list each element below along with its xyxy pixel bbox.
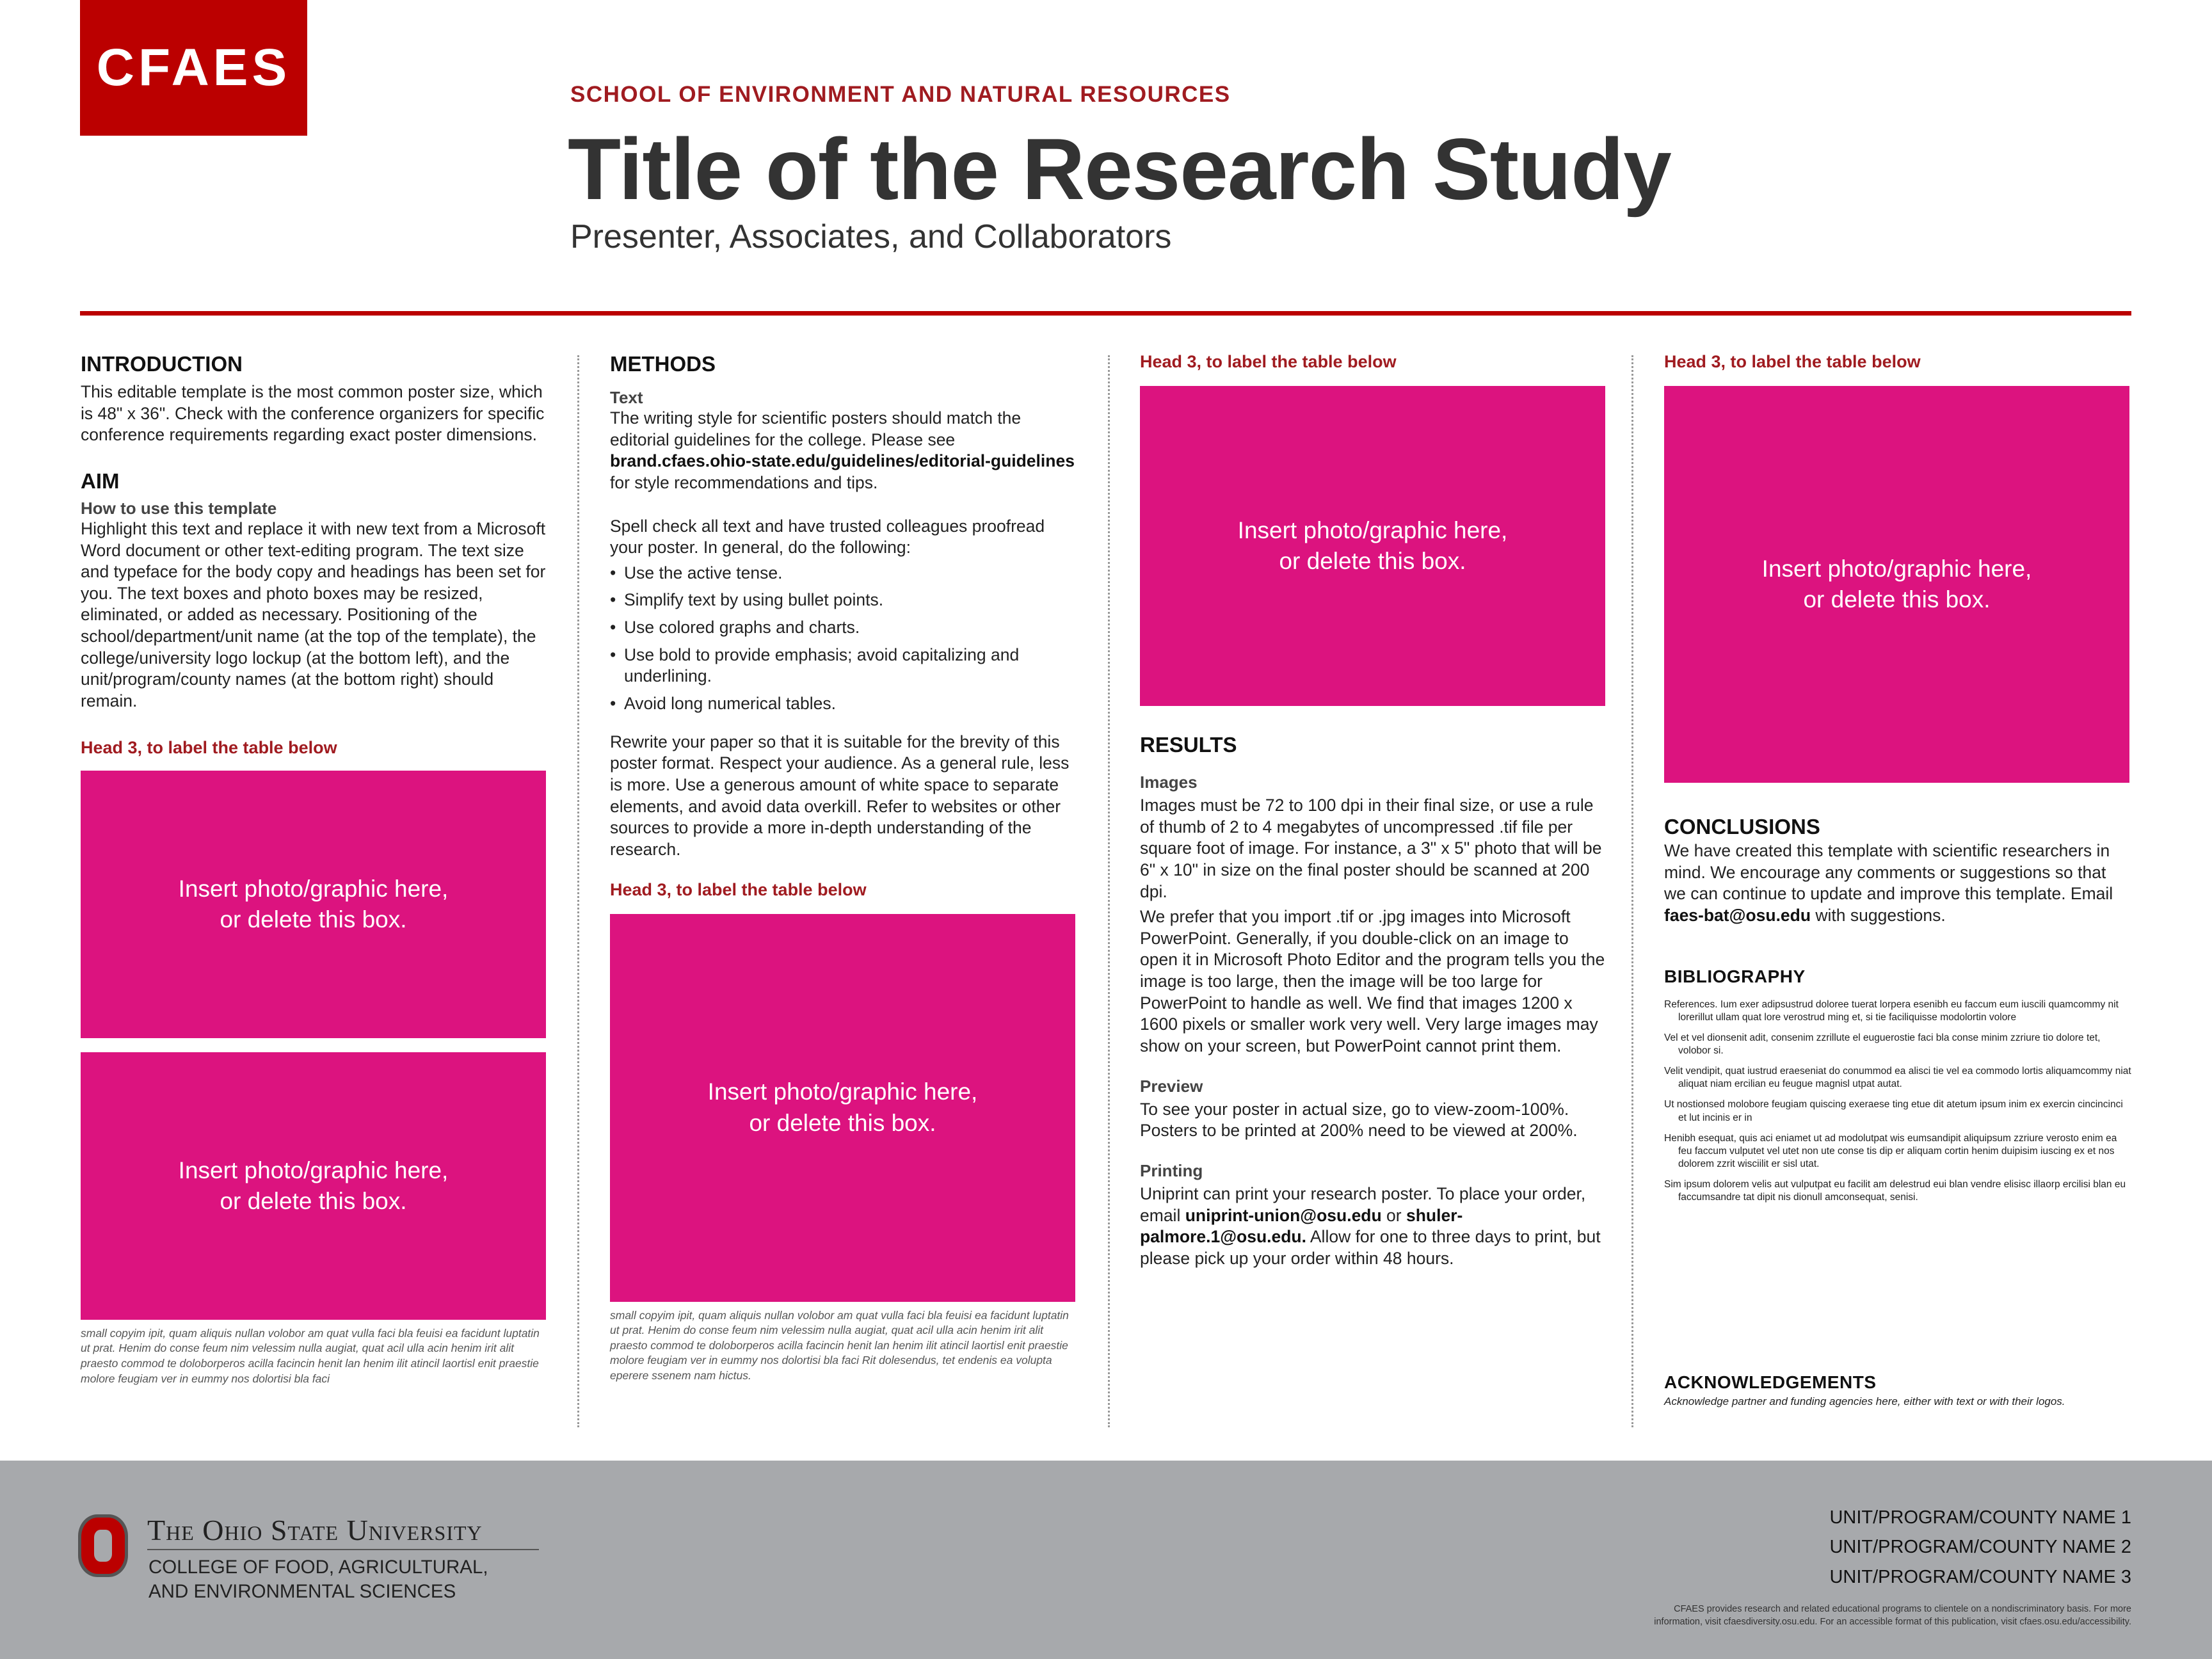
- results-heading: RESULTS: [1140, 733, 1237, 757]
- aim-subheading: How to use this template: [81, 498, 277, 518]
- column-3: [1140, 352, 1607, 1270]
- column-divider: [1631, 355, 1633, 1427]
- placeholder-line: or delete this box.: [220, 1187, 407, 1214]
- photo-placeholder[interactable]: [610, 914, 1075, 1302]
- photo-caption: small copyim ipit, quam aliquis nullan volobor am quat vulla faci bla feuisi ea facidunt luptatin ut prat. Henim do conse feum nim velessim nulla augiat, quat acil ulla acin henim irit alit praesto commod te doloborperos acilla facincin henit lan henim ilit atincil laortisl enit praestie molore feugiam ver in eummy nos dolortisi bla faci: [81, 1326, 540, 1385]
- printing-body-part: Allow for one to three days to print, but please pick up your order within 48 hours.: [1140, 1227, 1601, 1268]
- block-o-icon: [78, 1514, 128, 1577]
- reference-item: Velit vendipit, quat iustrud eraeseniat do conummod ea alisci tie vel ea commodo lortis aliquamcommy niat aliquat niam ercilian eu feugue magnisl utpat autat.: [1664, 1066, 2131, 1090]
- text-body: [610, 408, 1076, 494]
- conclusions-body: [1664, 840, 2131, 927]
- reference-item: Ut nostionsed molobore feugiam quiscing exeraese ting etue dit atetum ipsum inim ex exercin cincincinci et lut incinis er in: [1664, 1099, 2123, 1123]
- presenters: Presenter, Associates, and Collaborators: [570, 218, 1172, 255]
- photo-placeholder[interactable]: [1140, 386, 1605, 706]
- school-name: SCHOOL OF ENVIRONMENT AND NATURAL RESOURCES: [570, 82, 1231, 107]
- images-body: Images must be 72 to 100 dpi in their final size, or use a rule of thumb of 2 to 4 megabytes of uncompressed .tif file per square foot of image. For instance, a 3" x 5" photo that will be 6" x 10" in size on the final poster should be scanned at 200 dpi.: [1140, 796, 1602, 901]
- photo-placeholder[interactable]: [81, 771, 546, 1038]
- methods-bullets: [610, 563, 1076, 715]
- placeholder-line: Insert photo/graphic here,: [1237, 517, 1508, 543]
- photo-placeholder[interactable]: [81, 1052, 546, 1320]
- college-line: AND ENVIRONMENTAL SCIENCES: [148, 1581, 456, 1603]
- rewrite-body: Rewrite your paper so that it is suitable for the brevity of this poster format. Respect your audience. As a general rule, less is more. Use a generous amount of white space to separate elements, and avoid data overkill. Refer to websites or other sources to provide a more in-depth understanding of the research.: [610, 732, 1070, 859]
- list-item: • Use colored graphs and charts.: [610, 617, 1076, 639]
- photo-placeholder[interactable]: [1664, 386, 2129, 783]
- unit-name: UNIT/PROGRAM/COUNTY NAME 1: [1829, 1507, 2131, 1528]
- editorial-guidelines-link[interactable]: brand.cfaes.ohio-state.edu/guidelines/editorial-guidelines: [610, 451, 1075, 471]
- acknowledgements: [1664, 1372, 2131, 1408]
- preview-subheading: Preview: [1140, 1076, 1203, 1096]
- table-label: Head 3, to label the table below: [1664, 352, 1921, 371]
- text-subheading: Text: [610, 388, 643, 407]
- printing-body: [1140, 1183, 1607, 1270]
- placeholder-line: Insert photo/graphic here,: [707, 1078, 978, 1105]
- printing-body-part: Uniprint can print your research poster. To place your order, email: [1140, 1183, 1586, 1225]
- images-body: We prefer that you import .tif or .jpg images into Microsoft PowerPoint. Generally, if you double-click on an image to open it in Microsoft Photo Editor and the program tells you the image is too large, then the image will be too large for PowerPoint to handle as well. We find that images 1200 x 1600 pixels or smaller work very well. Very large images may show on your screen, but PowerPoint cannot print them.: [1140, 907, 1605, 1056]
- introduction-heading: INTRODUCTION: [81, 352, 243, 376]
- column-divider: [1108, 355, 1110, 1427]
- methods-heading: METHODS: [610, 352, 716, 376]
- bibliography-list: [1664, 998, 2131, 1205]
- college-line: COLLEGE OF FOOD, AGRICULTURAL,: [148, 1557, 488, 1578]
- conclusions-body-part: with suggestions.: [1811, 905, 1946, 925]
- disclaimer-line: CFAES provides research and related educational programs to clientele on a nondiscriminatory basis. For more: [1674, 1604, 2131, 1614]
- photo-caption: small copyim ipit, quam aliquis nullan volobor am quat vulla faci bla feuisi ea facidunt luptatin ut prat. Henim do conse feum nim velessim nulla augiat, quat acil ulla acin henim irit alit praesto commod te doloborperos acilla facincin henit lan henim ilit atincil laortisl enit praestie molore feugiam ver in eummy nos dolortisi bla faci Rit dolesendus, tet endenis ea volupta eperere ssenem nam hictus.: [610, 1308, 1069, 1382]
- list-item: • Avoid long numerical tables.: [610, 693, 1076, 715]
- aim-body: Highlight this text and replace it with new text from a Microsoft Word document or other text-editing program. The text size and typeface for the body copy and headings has been set for you. The text boxes and photo boxes may be resized, eliminated, or added as necessary. Positioning of the school/department/unit name (at the top of the template), the college/university logo lockup (at the bottom left), and the unit/program/county names (at the bottom right) should remain.: [81, 518, 546, 711]
- list-item: • Use bold to provide emphasis; avoid capitalizing and underlining.: [610, 645, 1076, 687]
- faes-bat-email-link[interactable]: faes-bat@osu.edu: [1664, 905, 1811, 925]
- unit-name: UNIT/PROGRAM/COUNTY NAME 3: [1829, 1566, 2131, 1587]
- college-name: [148, 1555, 488, 1605]
- placeholder-line: Insert photo/graphic here,: [178, 1157, 449, 1183]
- spell-check-body: Spell check all text and have trusted colleagues proofread your poster. In general, do the following:: [610, 516, 1045, 557]
- text-body-part: for style recommendations and tips.: [610, 472, 878, 492]
- header-divider: [80, 311, 2131, 316]
- conclusions-body-part: We have created this template with scientific researchers in mind. We encourage any comments or suggestions so that we can continue to update and improve this template. Email: [1664, 841, 2113, 904]
- aim-heading: AIM: [81, 469, 120, 493]
- table-label: Head 3, to label the table below: [81, 737, 337, 757]
- placeholder-line: or delete this box.: [749, 1109, 936, 1136]
- column-4: [1664, 352, 2131, 1212]
- list-item: • Simplify text by using bullet points.: [610, 589, 1076, 611]
- unit-name: UNIT/PROGRAM/COUNTY NAME 2: [1829, 1537, 2131, 1558]
- poster-title: Title of the Research Study: [568, 120, 1671, 218]
- introduction-body: This editable template is the most common poster size, which is 48" x 36". Check with the conference organizers for specific conference requirements regarding exact poster dimensions.: [81, 382, 545, 445]
- placeholder-line: or delete this box.: [1279, 548, 1466, 574]
- university-rule: [147, 1549, 539, 1550]
- bibliography-heading: BIBLIOGRAPHY: [1664, 966, 1806, 986]
- uniprint-email-link[interactable]: uniprint-union@osu.edu: [1185, 1205, 1382, 1225]
- printing-body-part: or: [1381, 1205, 1406, 1225]
- acknowledgements-heading: ACKNOWLEDGEMENTS: [1664, 1372, 1877, 1392]
- table-label: Head 3, to label the table below: [1140, 352, 1397, 371]
- column-1: [81, 352, 547, 1386]
- reference-item: References. Ium exer adipsustrud doloree tuerat lorpera esenibh eu faccum eum iuscili quamcommy nit lorerillut ullam quat lore verostrud ming et, si tie faciliquisse modolortin volore: [1664, 998, 2119, 1023]
- unit-names: [1829, 1503, 2131, 1592]
- nondiscrimination-statement: [1555, 1603, 2131, 1629]
- printing-subheading: Printing: [1140, 1160, 1203, 1180]
- reference-item: Vel et vel dionsenit adit, consenim zzrillute el euguerostie faci bla conse minim zzriure tio dolore tet, volobor si.: [1664, 1032, 2101, 1056]
- cfaes-logo: CFAES: [80, 0, 307, 136]
- placeholder-line: or delete this box.: [220, 906, 407, 933]
- column-2: [610, 352, 1076, 1384]
- reference-item: Henibh esequat, quis aci eniamet ut ad modolutpat wis eumsandipit aliquipsum zzriure verosto enim ea feu faccum vulputet vel utet non ute conse tis dip er aliquam cortin henim duipisim iuscing ex et nos dolorem zzrit wisciilit er sisl utat.: [1664, 1132, 2117, 1169]
- disclaimer-line: information, visit cfaesdiversity.osu.edu. For an accessible format of this publication, visit cfaes.osu.edu/accessibility.: [1654, 1617, 2131, 1628]
- reference-item: Sim ipsum dolorem velis aut vulputpat eu facilit am delestrud eui blan vendre elisisc illaorp ercilisi blan eu faccumsandre tat dipit nis dionull amconsequat, senisi.: [1664, 1179, 2126, 1203]
- university-name: The Ohio State University: [147, 1514, 483, 1546]
- placeholder-line: Insert photo/graphic here,: [178, 875, 449, 902]
- images-subheading: Images: [1140, 773, 1198, 792]
- placeholder-line: or delete this box.: [1803, 586, 1991, 613]
- shuler-email-link[interactable]: shuler-palmore.1@osu.edu.: [1140, 1205, 1463, 1247]
- conclusions-heading: CONCLUSIONS: [1664, 815, 1820, 838]
- column-divider: [577, 355, 579, 1427]
- placeholder-line: Insert photo/graphic here,: [1761, 555, 2032, 582]
- text-body-part: The writing style for scientific posters should match the editorial guidelines for the college. Please see: [610, 408, 1022, 449]
- acknowledgements-body: Acknowledge partner and funding agencies here, either with text or with their logos.: [1664, 1395, 2065, 1407]
- table-label: Head 3, to label the table below: [610, 879, 867, 899]
- list-item: • Use the active tense.: [610, 563, 1076, 584]
- preview-body: To see your poster in actual size, go to view-zoom-100%. Posters to be printed at 200% need to be viewed at 200%.: [1140, 1099, 1578, 1141]
